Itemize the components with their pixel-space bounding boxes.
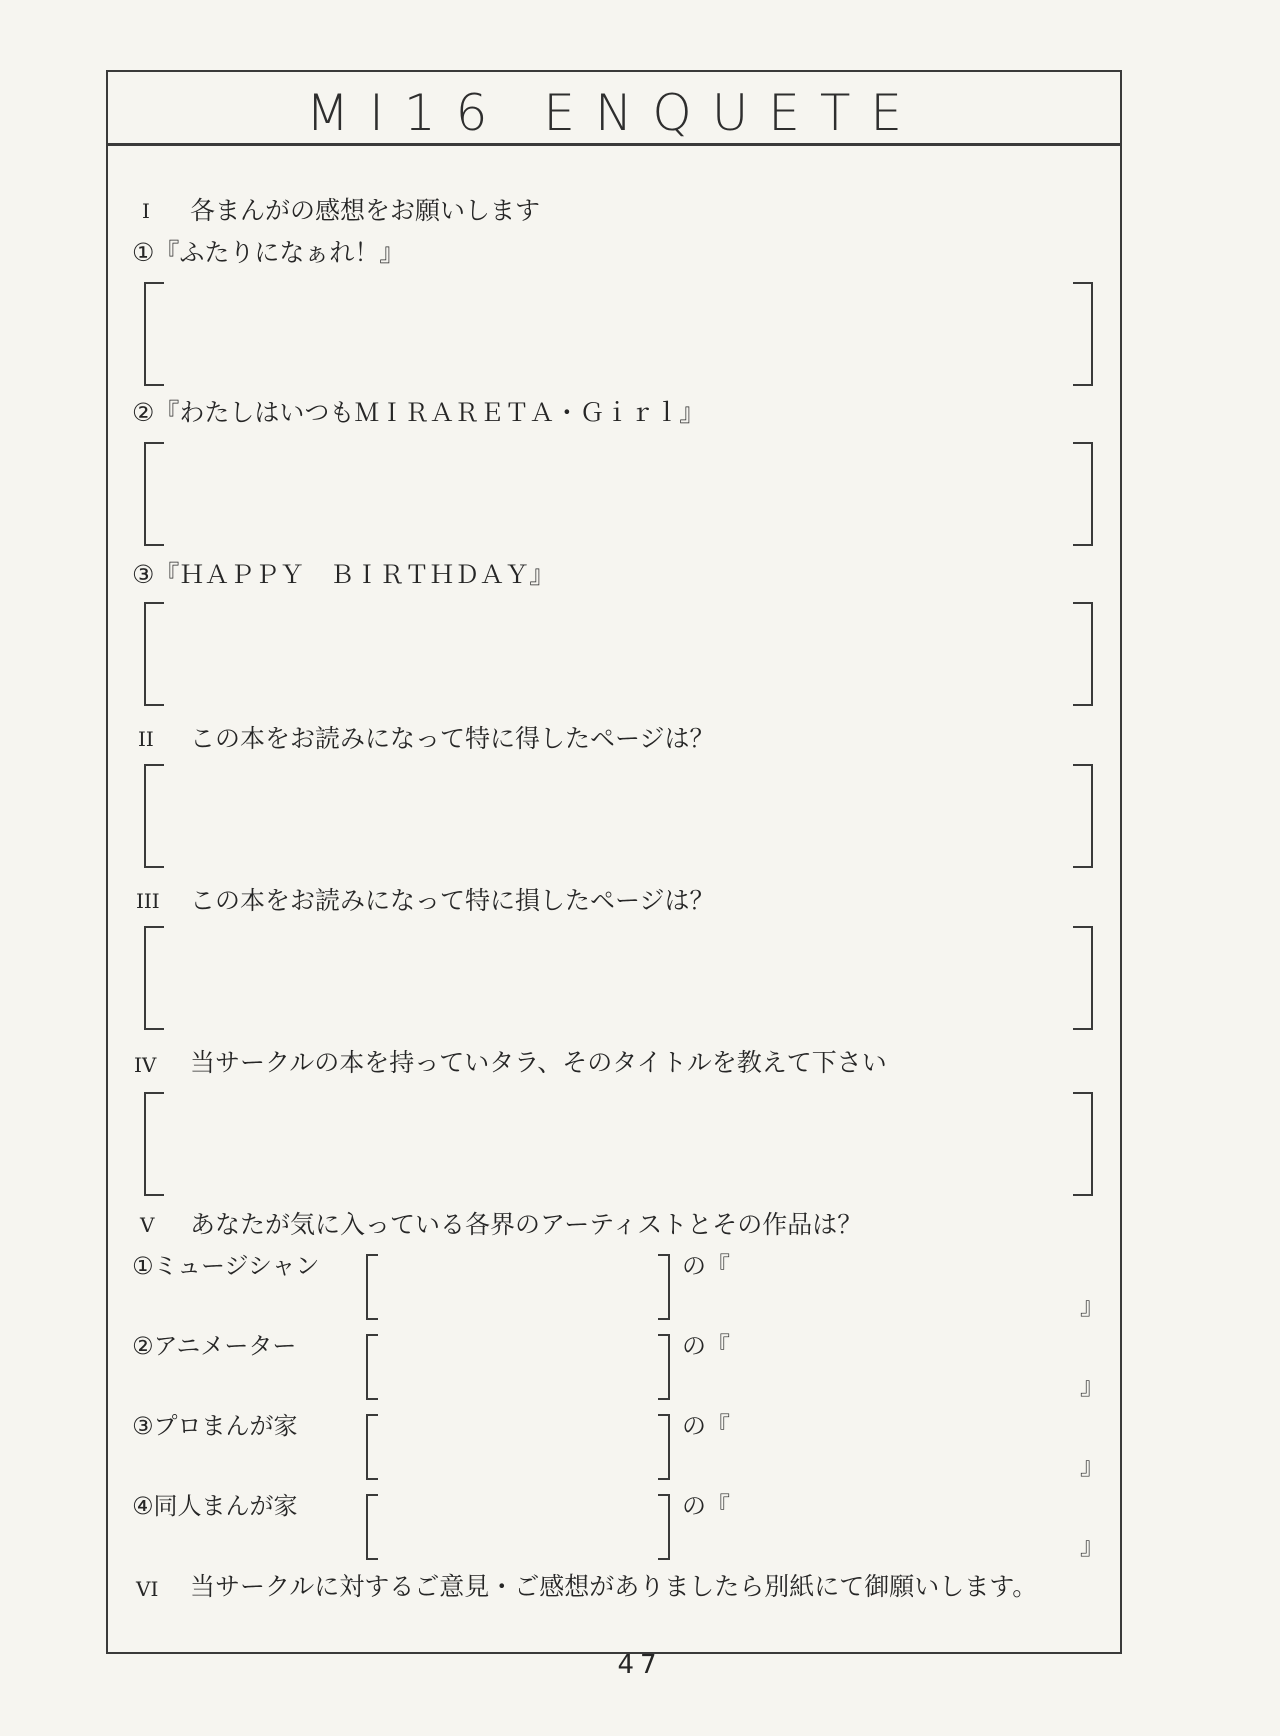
section-5-numeral: V	[140, 1213, 155, 1237]
artist-1-name-left-bracket[interactable]	[366, 1254, 378, 1320]
artist-3-name-left-bracket[interactable]	[366, 1414, 378, 1480]
item-2-label: ②『わたしはいつもＭＩＲＡＲＥＴＡ・Ｇｉｒｌ』	[132, 398, 705, 427]
artist-row-1-work-open: の『	[682, 1252, 730, 1280]
item-1-label: ①『ふたりになぁれ！』	[132, 238, 405, 267]
answer-box-4-left-bracket[interactable]	[144, 764, 164, 868]
answer-box-1-left-bracket[interactable]	[144, 282, 164, 386]
section-3-question: この本をお読みになって特に損したページは？	[190, 886, 715, 915]
section-1-numeral: I	[142, 199, 150, 223]
artist-3-name-right-bracket[interactable]	[658, 1414, 670, 1480]
artist-row-1-work-close: 』	[1080, 1292, 1104, 1320]
section-2-numeral: II	[138, 727, 154, 751]
section-2-question: この本をお読みになって特に得したページは？	[190, 724, 715, 753]
item-3-label: ③『ＨＡＰＰＹ ＢＩＲＴＨＤＡＹ』	[132, 560, 555, 589]
answer-box-1-right-bracket[interactable]	[1073, 282, 1093, 386]
section-5-question: あなたが気に入っている各界のアーティストとその作品は？	[190, 1210, 863, 1239]
section-6-question: 当サークルに対するご意見・ご感想がありましたら別紙にて御願いします。	[190, 1572, 1038, 1601]
artist-row-4-work-close: 』	[1080, 1532, 1104, 1560]
artist-row-2-label: ②アニメーター	[132, 1332, 297, 1360]
artist-row-3-work-close: 』	[1080, 1452, 1104, 1480]
section-3-numeral: III	[136, 889, 160, 913]
section-4-numeral: IV	[134, 1053, 157, 1077]
section-1-question: 各まんがの感想をお願いします	[190, 196, 541, 225]
artist-row-4-label: ④同人まんが家	[132, 1492, 298, 1520]
answer-box-6-right-bracket[interactable]	[1073, 1092, 1093, 1196]
artist-row-3-label: ③プロまんが家	[132, 1412, 298, 1440]
answer-box-6-left-bracket[interactable]	[144, 1092, 164, 1196]
artist-2-name-right-bracket[interactable]	[658, 1334, 670, 1400]
page-number: 47	[617, 1650, 663, 1680]
answer-box-5-right-bracket[interactable]	[1073, 926, 1093, 1030]
page-title: MI16 ENQUETE	[305, 84, 923, 142]
artist-1-name-right-bracket[interactable]	[658, 1254, 670, 1320]
answer-box-4-right-bracket[interactable]	[1073, 764, 1093, 868]
artist-row-2-work-open: の『	[682, 1332, 730, 1360]
artist-row-3-work-open: の『	[682, 1412, 730, 1440]
section-6-numeral: VI	[136, 1577, 159, 1601]
answer-box-3-right-bracket[interactable]	[1073, 602, 1093, 706]
title-divider	[106, 143, 1122, 146]
artist-4-name-right-bracket[interactable]	[658, 1494, 670, 1560]
artist-2-name-left-bracket[interactable]	[366, 1334, 378, 1400]
artist-row-4-work-open: の『	[682, 1492, 730, 1520]
artist-row-1-label: ①ミュージシャン	[132, 1252, 320, 1280]
answer-box-2-right-bracket[interactable]	[1073, 442, 1093, 546]
section-4-question: 当サークルの本を持っていタラ、そのタイトルを教えて下さい	[190, 1048, 887, 1077]
answer-box-3-left-bracket[interactable]	[144, 602, 164, 706]
answer-box-5-left-bracket[interactable]	[144, 926, 164, 1030]
answer-box-2-left-bracket[interactable]	[144, 442, 164, 546]
artist-4-name-left-bracket[interactable]	[366, 1494, 378, 1560]
artist-row-2-work-close: 』	[1080, 1372, 1104, 1400]
